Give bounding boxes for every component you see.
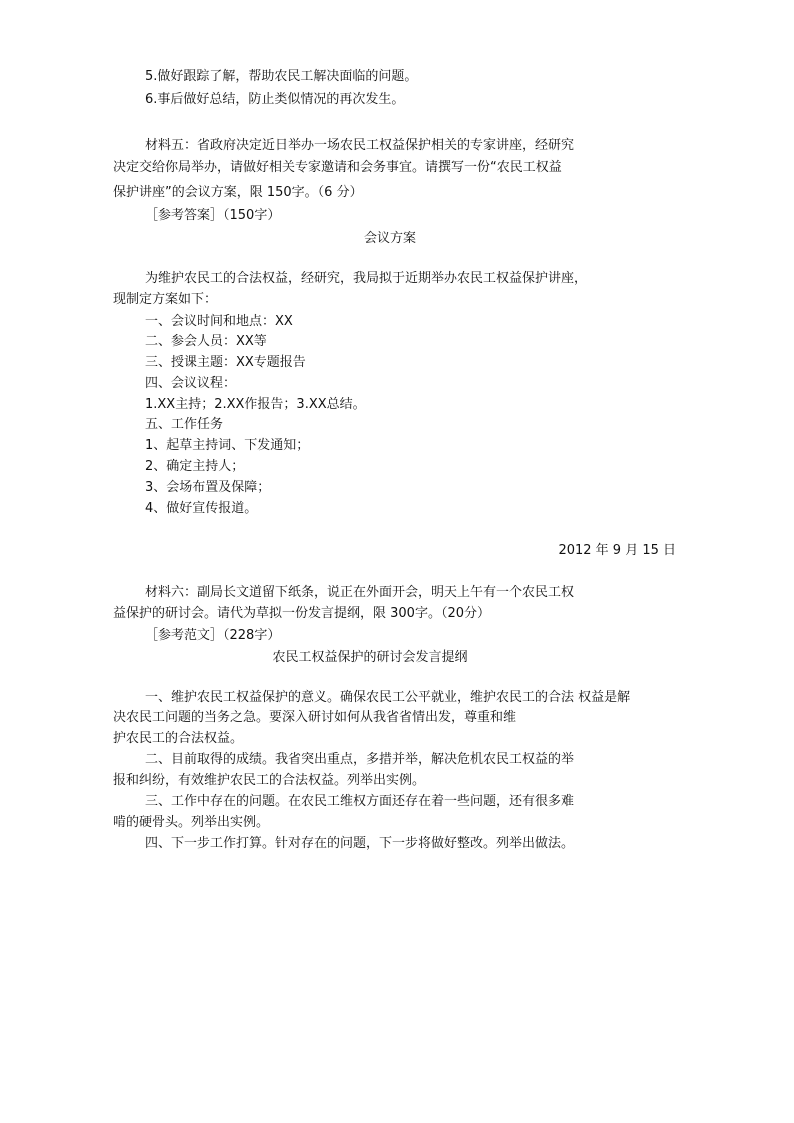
text-line: 报和纠纷，有效维护农民工的合法权益。列举出实例。 bbox=[113, 773, 426, 788]
text-line: 一、会议时间和地点：XX bbox=[145, 314, 293, 329]
text-line: 四、下一步工作打算。针对存在的问题，下一步将做好整改。列举出做法。 bbox=[145, 836, 575, 851]
section-title: 农民工权益保护的研讨会发言提纲 bbox=[272, 650, 468, 665]
text-line: ［参考答案］（150字） bbox=[145, 208, 281, 223]
text-line: 材料六：副局长文道留下纸条，说正在外面开会，明天上午有一个农民工权 bbox=[145, 585, 575, 600]
text-line: 为维护农民工的合法权益，经研究，我局拟于近期举办农民工权益保护讲座， bbox=[145, 271, 588, 286]
text-line: 5.做好跟踪了解，帮助农民工解决面临的问题。 bbox=[145, 69, 418, 84]
text-line: 现制定方案如下： bbox=[113, 292, 218, 307]
text-line: 3、会场布置及保障； bbox=[145, 480, 271, 495]
text-line: 保护讲座”的会议方案，限 150字。（6 分） bbox=[113, 185, 363, 200]
text-line: 1、起草主持词、下发通知； bbox=[145, 438, 310, 453]
text-line: 三、工作中存在的问题。在农民工维权方面还存在着一些问题，还有很多难 bbox=[145, 794, 575, 809]
text-line: 一、维护农民工权益保护的意义。确保农民工公平就业，维护农民工的合法 权益是解 bbox=[145, 690, 631, 705]
text-line: 三、授课主题：XX专题报告 bbox=[145, 355, 306, 370]
text-line: 材料五：省政府决定近日举办一场农民工权益保护相关的专家讲座，经研究 bbox=[145, 138, 575, 153]
text-line: 五、工作任务 bbox=[145, 417, 224, 432]
text-line: 啃的硬骨头。列举出实例。 bbox=[113, 815, 270, 830]
text-line: 6.事后做好总结，防止类似情况的再次发生。 bbox=[145, 92, 405, 107]
text-line: ［参考范文］（228字） bbox=[145, 628, 281, 643]
text-line: 二、参会人员：XX等 bbox=[145, 334, 267, 349]
text-line: 决定交给你局举办，请做好相关专家邀请和会务事宜。请撰写一份“农民工权益 bbox=[113, 160, 562, 175]
date-line: 2012 年 9 月 15 日 bbox=[558, 543, 676, 558]
text-line: 决农民工问题的当务之急。要深入研讨如何从我省省情出发，尊重和维 bbox=[113, 710, 517, 725]
text-line: 四、会议议程： bbox=[145, 376, 237, 391]
text-line: 1.XX主持；2.XX作报告；3.XX总结。 bbox=[145, 397, 366, 412]
text-line: 2、确定主持人； bbox=[145, 459, 245, 474]
text-line: 二、目前取得的成绩。我省突出重点，多措并举，解决危机农民工权益的举 bbox=[145, 752, 575, 767]
section-title: 会议方案 bbox=[363, 231, 416, 246]
text-line: 益保护的研讨会。请代为草拟一份发言提纲，限 300字。（20分） bbox=[113, 606, 490, 621]
text-line: 4、做好宣传报道。 bbox=[145, 501, 258, 516]
text-line: 护农民工的合法权益。 bbox=[113, 731, 244, 746]
